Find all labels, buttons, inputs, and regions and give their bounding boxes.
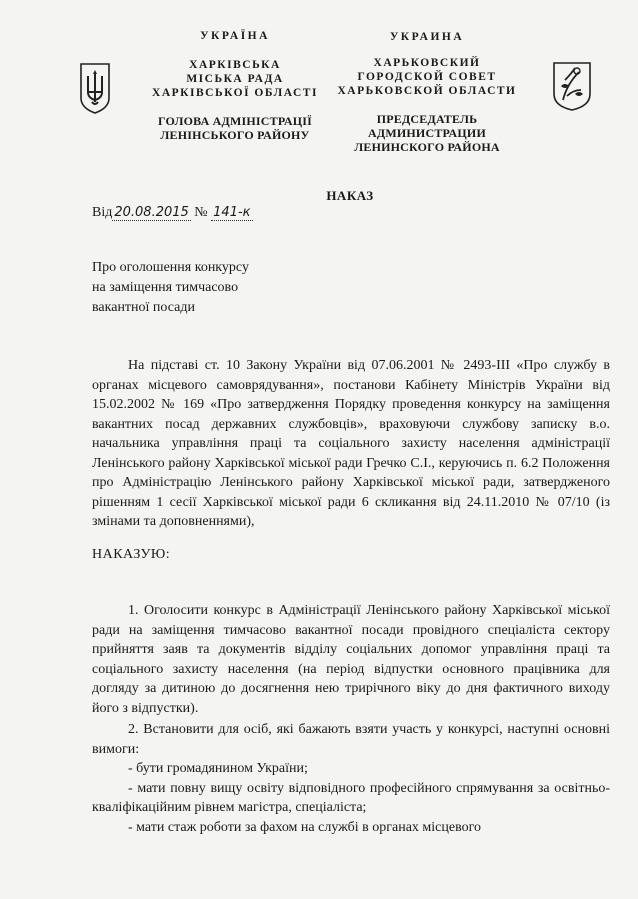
requirement-item: - мати стаж роботи за фахом на службі в органах місцевого: [128, 819, 481, 835]
left-head-line: ЛЕНІНСЬКОГО РАЙОНУ: [160, 128, 310, 142]
right-head-title: [322, 112, 532, 154]
right-head-line: ПРЕДСЕДАТЕЛЬ АДМИНИСТРАЦИИ: [368, 112, 486, 140]
preamble-paragraph: На підставі ст. 10 Закону України від 07.06.2001 № 2493-III «Про службу в органах місцевого самоврядування», постанови Кабінету Міністрів України від 15.02.2002 № 169 «Про затвердження Порядку проведення конкурсу на заміщення вакантних посад державних службовців», враховуючи службову записку в.о. начальника управління праці та соціального захисту населення адміністрації Ленінського району Харківської міської ради Гречко С.І., керуючись п. 6.2 Положення про Адміністрацію Ленінського району Харківської міської ради, затвердженого рішенням 1 сесії Харківської міської ради 6 скликання від 24.11.2010 № 07/10 (із змінами та доповненнями),: [92, 358, 610, 529]
from-label: Від: [92, 205, 113, 220]
right-country-name: УКРАИНА: [389, 31, 465, 43]
requirement-item: - бути громадянином України;: [128, 761, 308, 776]
handwritten-number: 141-к: [213, 205, 251, 220]
document-title: НАКАЗ: [326, 188, 374, 203]
left-org-line: МІСЬКА РАДА: [186, 73, 284, 85]
date-number-line: [92, 205, 253, 221]
left-head-line: ГОЛОВА АДМІНІСТРАЦІЇ: [158, 114, 312, 128]
kharkiv-coat-of-arms-icon: [551, 60, 593, 112]
left-org-line: ХАРКІВСЬКОЇ ОБЛАСТІ: [152, 87, 318, 99]
right-organization-block: [322, 30, 532, 154]
order-item-2: 2. Встановити для осіб, які бажають взяти участь у конкурсі, наступні основні вимоги:: [92, 722, 610, 757]
right-org-line: ХАРЬКОВСКОЙ ОБЛАСТИ: [337, 85, 517, 97]
handwritten-date: 20.08.2015: [114, 205, 189, 220]
order-subject: [92, 258, 332, 318]
subject-line: вакантної посади: [92, 300, 195, 315]
order-item-1: 1. Оголосити конкурс в Адміністрації Ленінського району Харківської міської ради на заміщення тимчасово вакантної посади провідного спеціаліста сектору прийняття заяв та документів відділу соціальних допомог управління праці та соціального захисту населення (на період відпустки основного працівника для догляду за дитиною до досягнення нею трирічного віку до дня фактичного виходу його з відпустки).: [92, 603, 610, 716]
subject-line: Про оголошення конкурсу: [92, 260, 249, 275]
number-label: №: [194, 205, 208, 220]
subject-line: на заміщення тимчасово: [92, 280, 239, 295]
right-org-line: ГОРОДСКОЙ СОВЕТ: [357, 71, 497, 83]
order-item-2-block: [92, 720, 610, 837]
left-country-name: УКРАЇНА: [200, 30, 270, 42]
left-org-line: ХАРКІВСЬКА: [189, 59, 281, 71]
right-org-line: ХАРЬКОВСКИЙ: [373, 57, 481, 69]
left-organization-block: [140, 58, 330, 142]
right-head-line: ЛЕНИНСКОГО РАЙОНА: [354, 140, 500, 154]
left-head-title: [140, 114, 330, 142]
trident-emblem-icon: [78, 62, 112, 114]
order-word: НАКАЗУЮ:: [92, 547, 171, 562]
requirement-item: - мати повну вищу освіту відповідного професійного спрямування за освітньо-кваліфікаційним рівнем магістра, спеціаліста;: [92, 780, 610, 815]
